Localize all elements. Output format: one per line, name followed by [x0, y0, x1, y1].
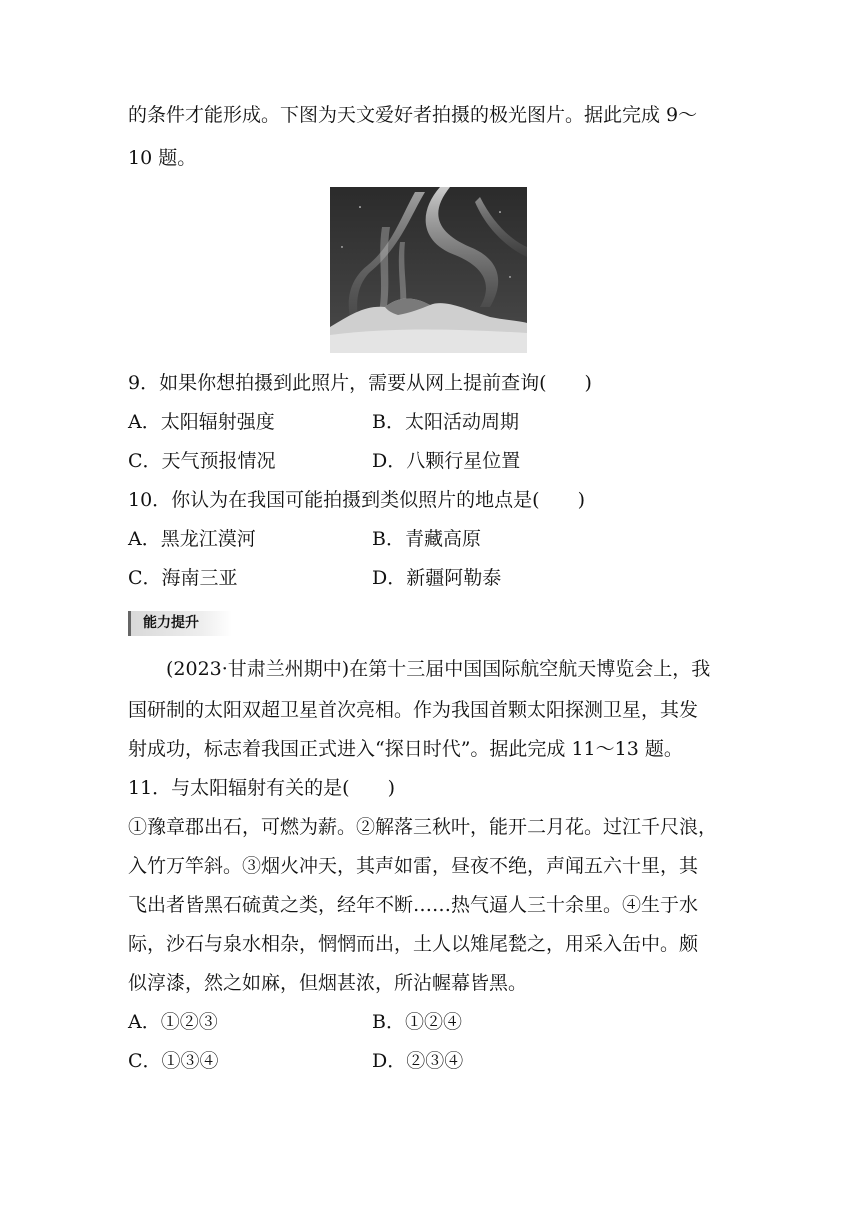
- q11-text-5: 似淳漆，然之如麻，但烟甚浓，所沾幄幕皆黑。: [128, 972, 528, 994]
- aurora-image: [330, 187, 527, 353]
- q11-text-2: 入竹万竿斜。③烟火冲天，其声如雷，昼夜不绝，声闻五六十里，其: [128, 855, 699, 877]
- intro-line-2: 10 题。: [128, 147, 197, 169]
- q10-option-a: A．黑龙江漠河: [128, 528, 256, 550]
- q11-text-4: 际，沙石与泉水相杂，惘惘而出，土人以雉尾甃之，用采入缶中。颇: [128, 933, 699, 955]
- q11-text-1: ①豫章郡出石，可燃为薪。②解落三秋叶，能开二月花。过江千尺浪，: [128, 816, 718, 838]
- intro-line-1: 的条件才能形成。下图为天文爱好者拍摄的极光图片。据此完成 9～: [128, 104, 698, 126]
- q11-option-d: D．②③④: [372, 1050, 464, 1072]
- q11-text-3: 飞出者皆黑石硫黄之类，经年不断……热气逼人三十余里。④生于水: [128, 894, 699, 916]
- q10-option-b: B．青藏高原: [372, 528, 481, 550]
- q10-option-c: C．海南三亚: [128, 567, 238, 589]
- q11-option-c: C．①③④: [128, 1050, 219, 1072]
- q11-option-a: A．①②③: [128, 1011, 218, 1033]
- aurora-photo: [330, 187, 527, 353]
- q10-option-d: D．新疆阿勒泰: [372, 567, 502, 589]
- q9-option-d: D．八颗行星位置: [372, 450, 521, 472]
- q9-option-a: A．太阳辐射强度: [128, 411, 275, 433]
- passage-line-1: (2023·甘肃兰州期中)在第十三届中国国际航空航天博览会上，我: [128, 658, 711, 680]
- q9-stem: 9．如果你想拍摄到此照片，需要从网上提前查询( ): [128, 372, 592, 394]
- passage-line-3: 射成功，标志着我国正式进入“探日时代”。据此完成 11～13 题。: [128, 738, 683, 760]
- q11-option-b: B．①②④: [372, 1011, 462, 1033]
- q11-stem: 11．与太阳辐射有关的是( ): [128, 777, 396, 799]
- q9-option-c: C．天气预报情况: [128, 450, 276, 472]
- q9-option-b: B．太阳活动周期: [372, 411, 519, 433]
- q10-stem: 10．你认为在我国可能拍摄到类似照片的地点是( ): [128, 489, 586, 511]
- passage-line-2: 国研制的太阳双超卫星首次亮相。作为我国首颗太阳探测卫星，其发: [128, 699, 699, 721]
- section-badge: 能力提升: [128, 611, 232, 636]
